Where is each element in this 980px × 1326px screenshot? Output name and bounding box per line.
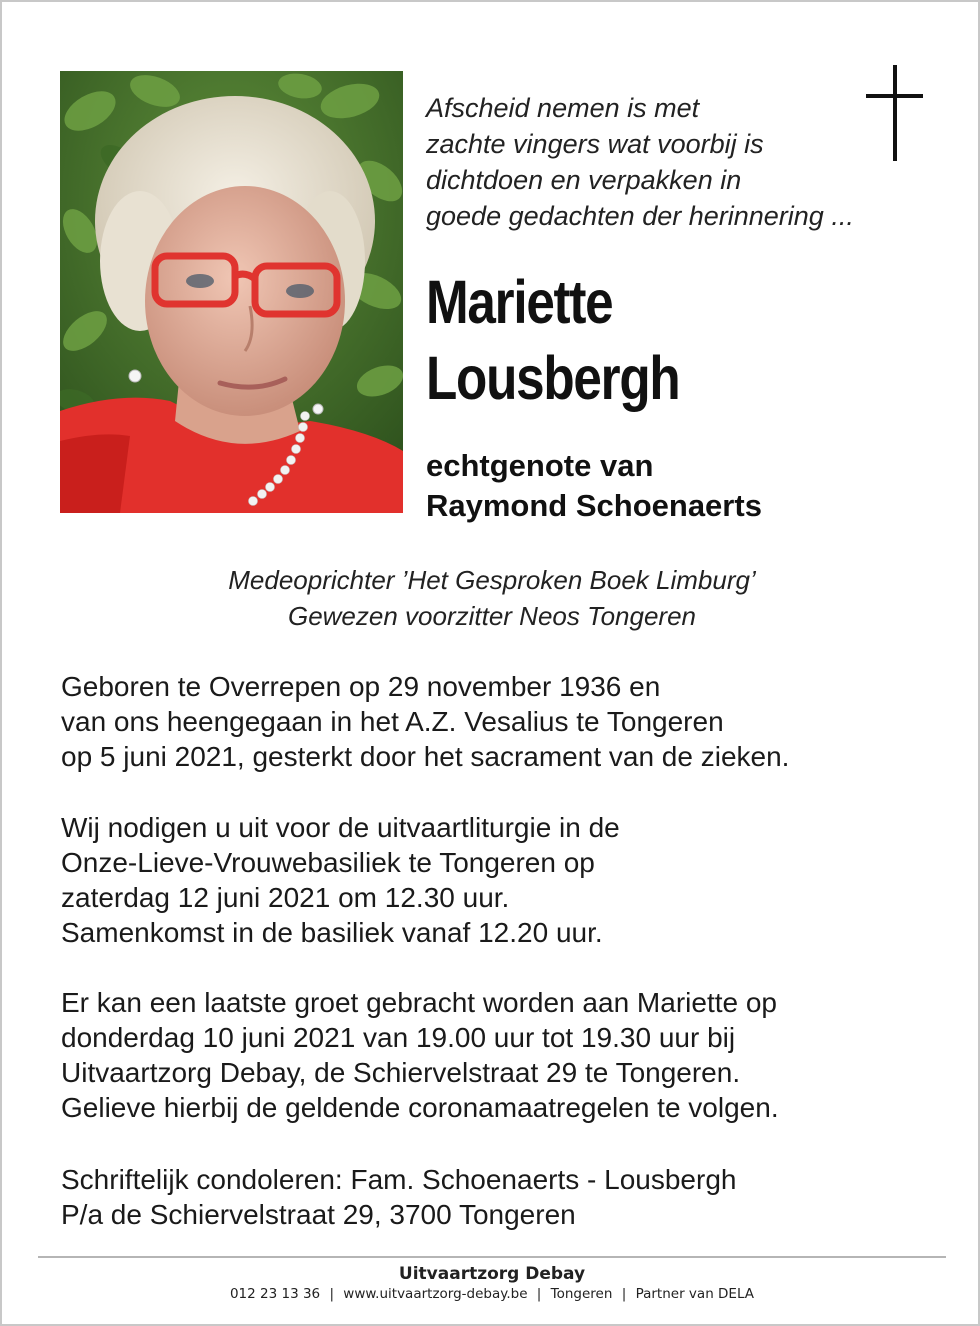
spouse-block [426,446,762,526]
paragraph-line: Samenkomst in de basiliek vanaf 12.20 uur. [61,917,603,948]
paragraph-line: Uitvaartzorg Debay, de Schiervelstraat 29 te Tongeren. [61,1057,741,1088]
spouse-name: Raymond Schoenaerts [426,488,762,523]
footer-separator: | [329,1286,334,1302]
paragraph-line: Onze-Lieve-Vrouwebasiliek te Tongeren op [61,847,595,878]
last-name: Lousbergh [426,344,680,412]
role-line: Gewezen voorzitter Neos Tongeren [287,601,697,631]
paragraph-line: P/a de Schiervelstraat 29, 3700 Tongeren [61,1199,576,1230]
paragraph-line: Geboren te Overrepen op 29 november 1936 en [61,671,661,702]
birth-death-paragraph [61,669,789,774]
footer-company: Uitvaartzorg Debay [398,1264,586,1284]
poem-line: goede gedachten der herinnering ... [426,201,854,231]
role-line: Medeoprichter ’Het Gesproken Boek Limburg’ [228,565,756,595]
spouse-relation: echtgenote van [426,448,654,483]
paragraph-line: Gelieve hierbij de geldende coronamaatregelen te volgen. [61,1092,779,1123]
roles [2,562,980,634]
paragraph-line: zaterdag 12 juni 2021 om 12.30 uur. [61,882,510,913]
footer-phone: 012 23 13 36 [229,1286,321,1302]
poem-line: zachte vingers wat voorbij is [426,129,764,159]
footer-separator: | [536,1286,542,1302]
paragraph-line: op 5 juni 2021, gesterkt door het sacrament van de zieken. [61,741,790,772]
portrait-photo [60,71,403,513]
deceased-name [426,264,679,416]
footer-partner: Partner van DELA [635,1286,755,1302]
funeral-paragraph [61,810,620,950]
portrait-image [60,71,403,513]
footer-city: Tongeren [550,1286,613,1302]
footer-info [2,1285,980,1303]
paragraph-line: donderdag 10 juni 2021 van 19.00 uur tot 19.30 uur bij [61,1022,736,1053]
poem-line: Afscheid nemen is met [426,93,700,123]
first-name: Mariette [426,268,613,336]
footer-separator: | [621,1286,627,1302]
paragraph-line: van ons heengegaan in het A.Z. Vesalius te Tongeren [61,706,724,737]
paragraph-line: Schriftelijk condoleren: Fam. Schoenaerts - Lousbergh [61,1164,737,1195]
paragraph-line: Er kan een laatste groet gebracht worden aan Mariette op [61,987,777,1018]
poem [426,90,854,234]
latin-cross-icon [866,65,923,161]
paragraph-line: Wij nodigen u uit voor de uitvaartliturgie in de [61,812,620,843]
poem-line: dichtdoen en verpakken in [426,165,742,195]
condolences-paragraph [61,1162,736,1232]
footer-website-link[interactable]: www.uitvaartzorg-debay.be [343,1286,528,1302]
farewell-paragraph [61,985,779,1125]
footer-divider [38,1256,946,1258]
